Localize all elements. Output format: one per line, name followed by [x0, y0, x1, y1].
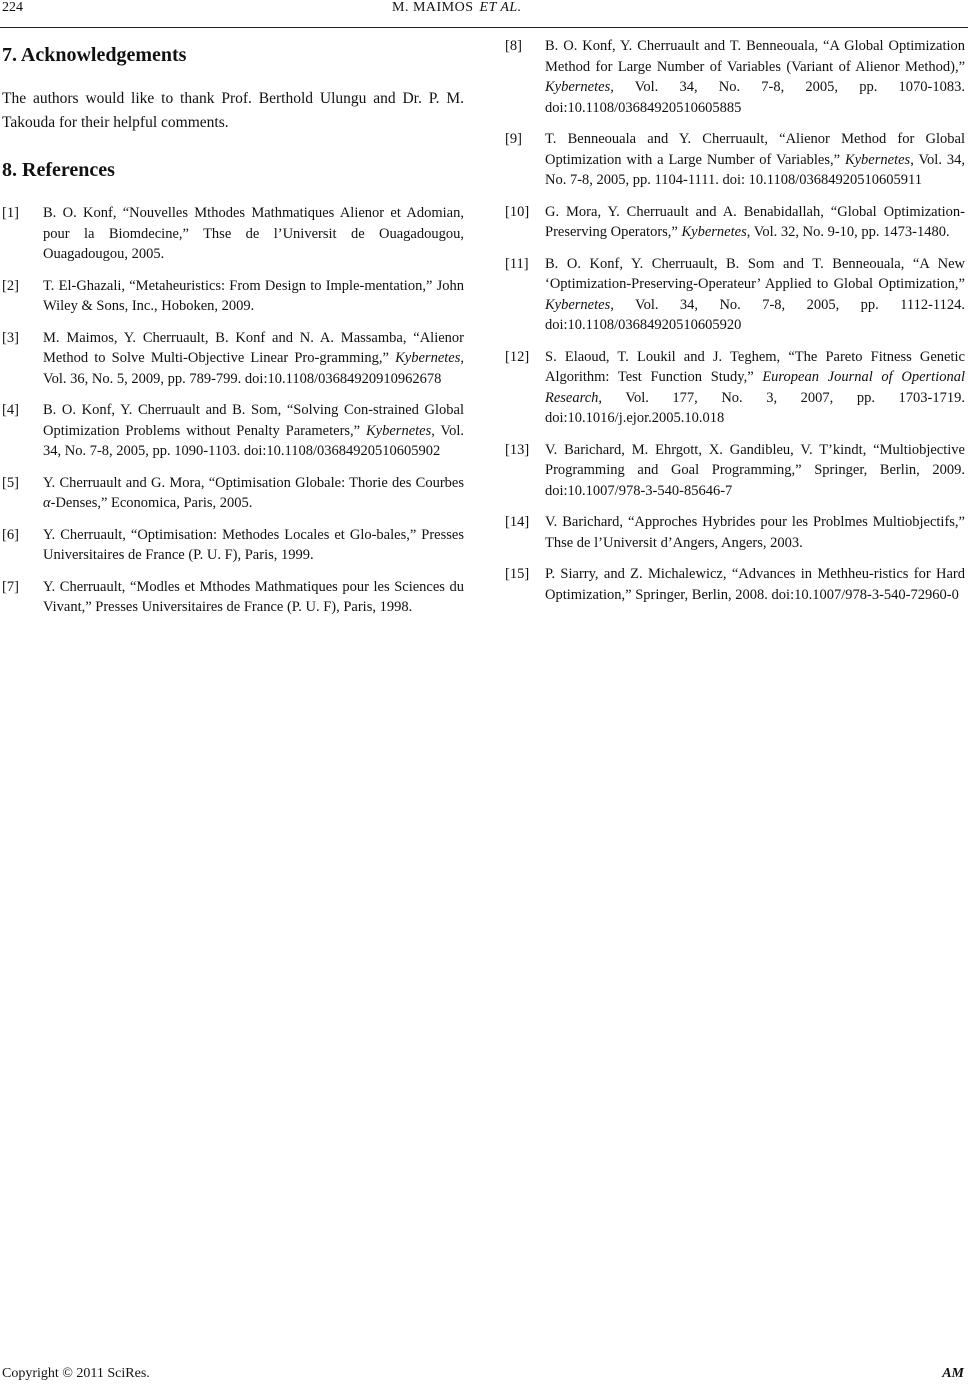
reference-text: B. O. Konf, Y. Cherruault and T. Benneouala, “A Global Optimization Method for Large Number of Variables (Variant of Alienor Method),”	[545, 38, 965, 75]
reference-text: P. Siarry, and Z. Michalewicz, “Advances in Methheu-ristics for Hard Optimization,” Springer, Berlin, 2008. doi:10.1007/978-3-540-72960-0	[545, 566, 965, 603]
reference-number: [14]	[505, 514, 530, 530]
reference-number: [6]	[2, 526, 19, 543]
reference-text: M. Maimos, Y. Cherruault, B. Konf and N. A. Massamba, “Alienor Method to Solve Multi-Objective Linear Pro-gramming,”	[43, 329, 464, 366]
reference-details: , Vol. 34, No. 7-8, 2005, pp. 1090-1103. doi:10.1108/03684920510605902	[43, 422, 465, 459]
reference-number: [7]	[2, 578, 19, 595]
reference-text: S. Elaoud, T. Loukil and J. Teghem, “The Pareto Fitness Genetic Algorithm: Test Function Study,”	[545, 348, 965, 385]
reference-details: -Denses,” Economica, Paris, 2005.	[50, 495, 253, 511]
reference-text: V. Barichard, “Approches Hybrides pour les Problmes Multiobjectifs,” Thse de l’Universit d’Angers, Angers, 2003.	[545, 514, 965, 551]
reference-number: [5]	[2, 474, 19, 491]
running-header-etal: ET AL.	[479, 0, 522, 15]
left-column	[2, 36, 464, 629]
running-header	[392, 0, 522, 16]
reference-number: [15]	[505, 566, 530, 582]
reference-text: Y. Cherruault, “Modles et Mthodes Mathmatiques pour les Sciences du Vivant,” Presses Universitaires de France (P. U. F), Paris, 1998.	[43, 578, 464, 615]
reference-journal: Kybernetes	[844, 151, 911, 168]
reference-item	[505, 512, 965, 553]
reference-text: T. Benneouala and Y. Cherruault, “Alienor Method for Global Optimization with a Large Number of Variables,”	[545, 131, 965, 168]
reference-number: [9]	[505, 131, 522, 147]
reference-item	[505, 202, 965, 243]
acknowledgements-heading: 7. Acknowledgements	[2, 44, 187, 66]
header-rule	[0, 27, 968, 28]
reference-number: [12]	[505, 348, 530, 365]
reference-number: [2]	[2, 277, 19, 294]
reference-details: , Vol. 34, No. 7-8, 2005, pp. 1104-1111. doi: 10.1108/03684920510605911	[545, 151, 965, 188]
page-number: 224	[2, 0, 23, 15]
reference-item	[505, 440, 965, 502]
reference-text: V. Barichard, M. Ehrgott, X. Gandibleu, V. T’kindt, “Multiobjective Programming and Goal Programming,” Springer, Berlin, 2009. doi:10.1007/978-3-540-85646-7	[545, 441, 965, 499]
reference-number: [10]	[505, 203, 530, 220]
reference-journal: Kybernetes	[545, 79, 611, 95]
reference-journal: European Journal of Opertional Research	[545, 369, 965, 406]
reference-item	[2, 328, 464, 390]
reference-details: , Vol. 32, No. 9-10, pp. 1473-1480.	[746, 224, 950, 240]
reference-number: [3]	[2, 329, 19, 346]
reference-text: B. O. Konf, Y. Cherruault, B. Som and T. Benneouala, “A New ‘Optimization-Preserving-Operateur’ Applied to Global Optimization,”	[545, 255, 965, 292]
reference-number: [4]	[2, 402, 19, 418]
references-heading: 8. References	[2, 159, 115, 181]
reference-details: , Vol. 34, No. 7-8, 2005, pp. 1112-1124. doi:10.1108/03684920510605920	[545, 296, 965, 333]
reference-number: [11]	[505, 255, 529, 272]
reference-journal: Kybernetes	[395, 350, 461, 366]
reference-journal: α	[43, 495, 51, 511]
reference-text: B. O. Konf, Y. Cherruault and B. Som, “Solving Con-strained Global Optimization Problems without Penalty Parameters,”	[43, 402, 464, 439]
reference-journal: Kybernetes	[681, 224, 747, 240]
reference-text: B. O. Konf, “Nouvelles Mthodes Mathmatiques Alienor et Adomian, pour la Biomdecine,” Thse de l’Universit de Ouagadougou, Ouagadougou, 2005.	[43, 205, 464, 262]
reference-number: [13]	[505, 441, 530, 458]
reference-journal: Kybernetes	[366, 422, 432, 439]
reference-text: G. Mora, Y. Cherruault and A. Benabidallah, “Global Optimization-Preserving Operators,”	[545, 203, 965, 240]
reference-item	[2, 473, 464, 514]
reference-item	[505, 347, 965, 429]
reference-details: , Vol. 34, No. 7-8, 2005, pp. 1070-1083. doi:10.1108/03684920510605885	[545, 79, 965, 116]
reference-item	[2, 525, 464, 566]
reference-item	[2, 276, 464, 317]
reference-item	[2, 577, 464, 618]
reference-details: , Vol. 36, No. 5, 2009, pp. 789-799. doi:10.1108/03684920910962678	[43, 350, 464, 387]
copyright-notice: Copyright © 2011 SciRes.	[2, 1366, 150, 1381]
running-header-authors: M. MAIMOS	[392, 0, 474, 15]
reference-number: [1]	[2, 205, 19, 221]
reference-item	[2, 203, 464, 265]
reference-details: , Vol. 177, No. 3, 2007, pp. 1703-1719. doi:10.1016/j.ejor.2005.10.018	[545, 389, 965, 426]
reference-journal: Kybernetes	[545, 296, 611, 313]
journal-abbreviation: AM	[942, 1366, 964, 1381]
reference-text: T. El-Ghazali, “Metaheuristics: From Design to Imple-mentation,” John Wiley & Sons, Inc., Hoboken, 2009.	[43, 277, 464, 314]
reference-item	[505, 129, 965, 191]
references-list-right	[505, 36, 965, 605]
right-column	[505, 36, 965, 616]
reference-item	[505, 254, 965, 336]
reference-text: Y. Cherruault and G. Mora, “Optimisation Globale: Thorie des Courbes	[43, 474, 464, 491]
reference-item	[2, 400, 464, 462]
acknowledgements-body: The authors would like to thank Prof. Berthold Ulungu and Dr. P. M. Takouda for their helpful comments.	[2, 90, 464, 131]
reference-item	[505, 564, 965, 605]
reference-text: Y. Cherruault, “Optimisation: Methodes Locales et Glo-bales,” Presses Universitaires de France (P. U. F), Paris, 1999.	[43, 526, 464, 563]
reference-number: [8]	[505, 38, 522, 54]
reference-item	[505, 36, 965, 118]
references-list-left	[2, 203, 464, 618]
